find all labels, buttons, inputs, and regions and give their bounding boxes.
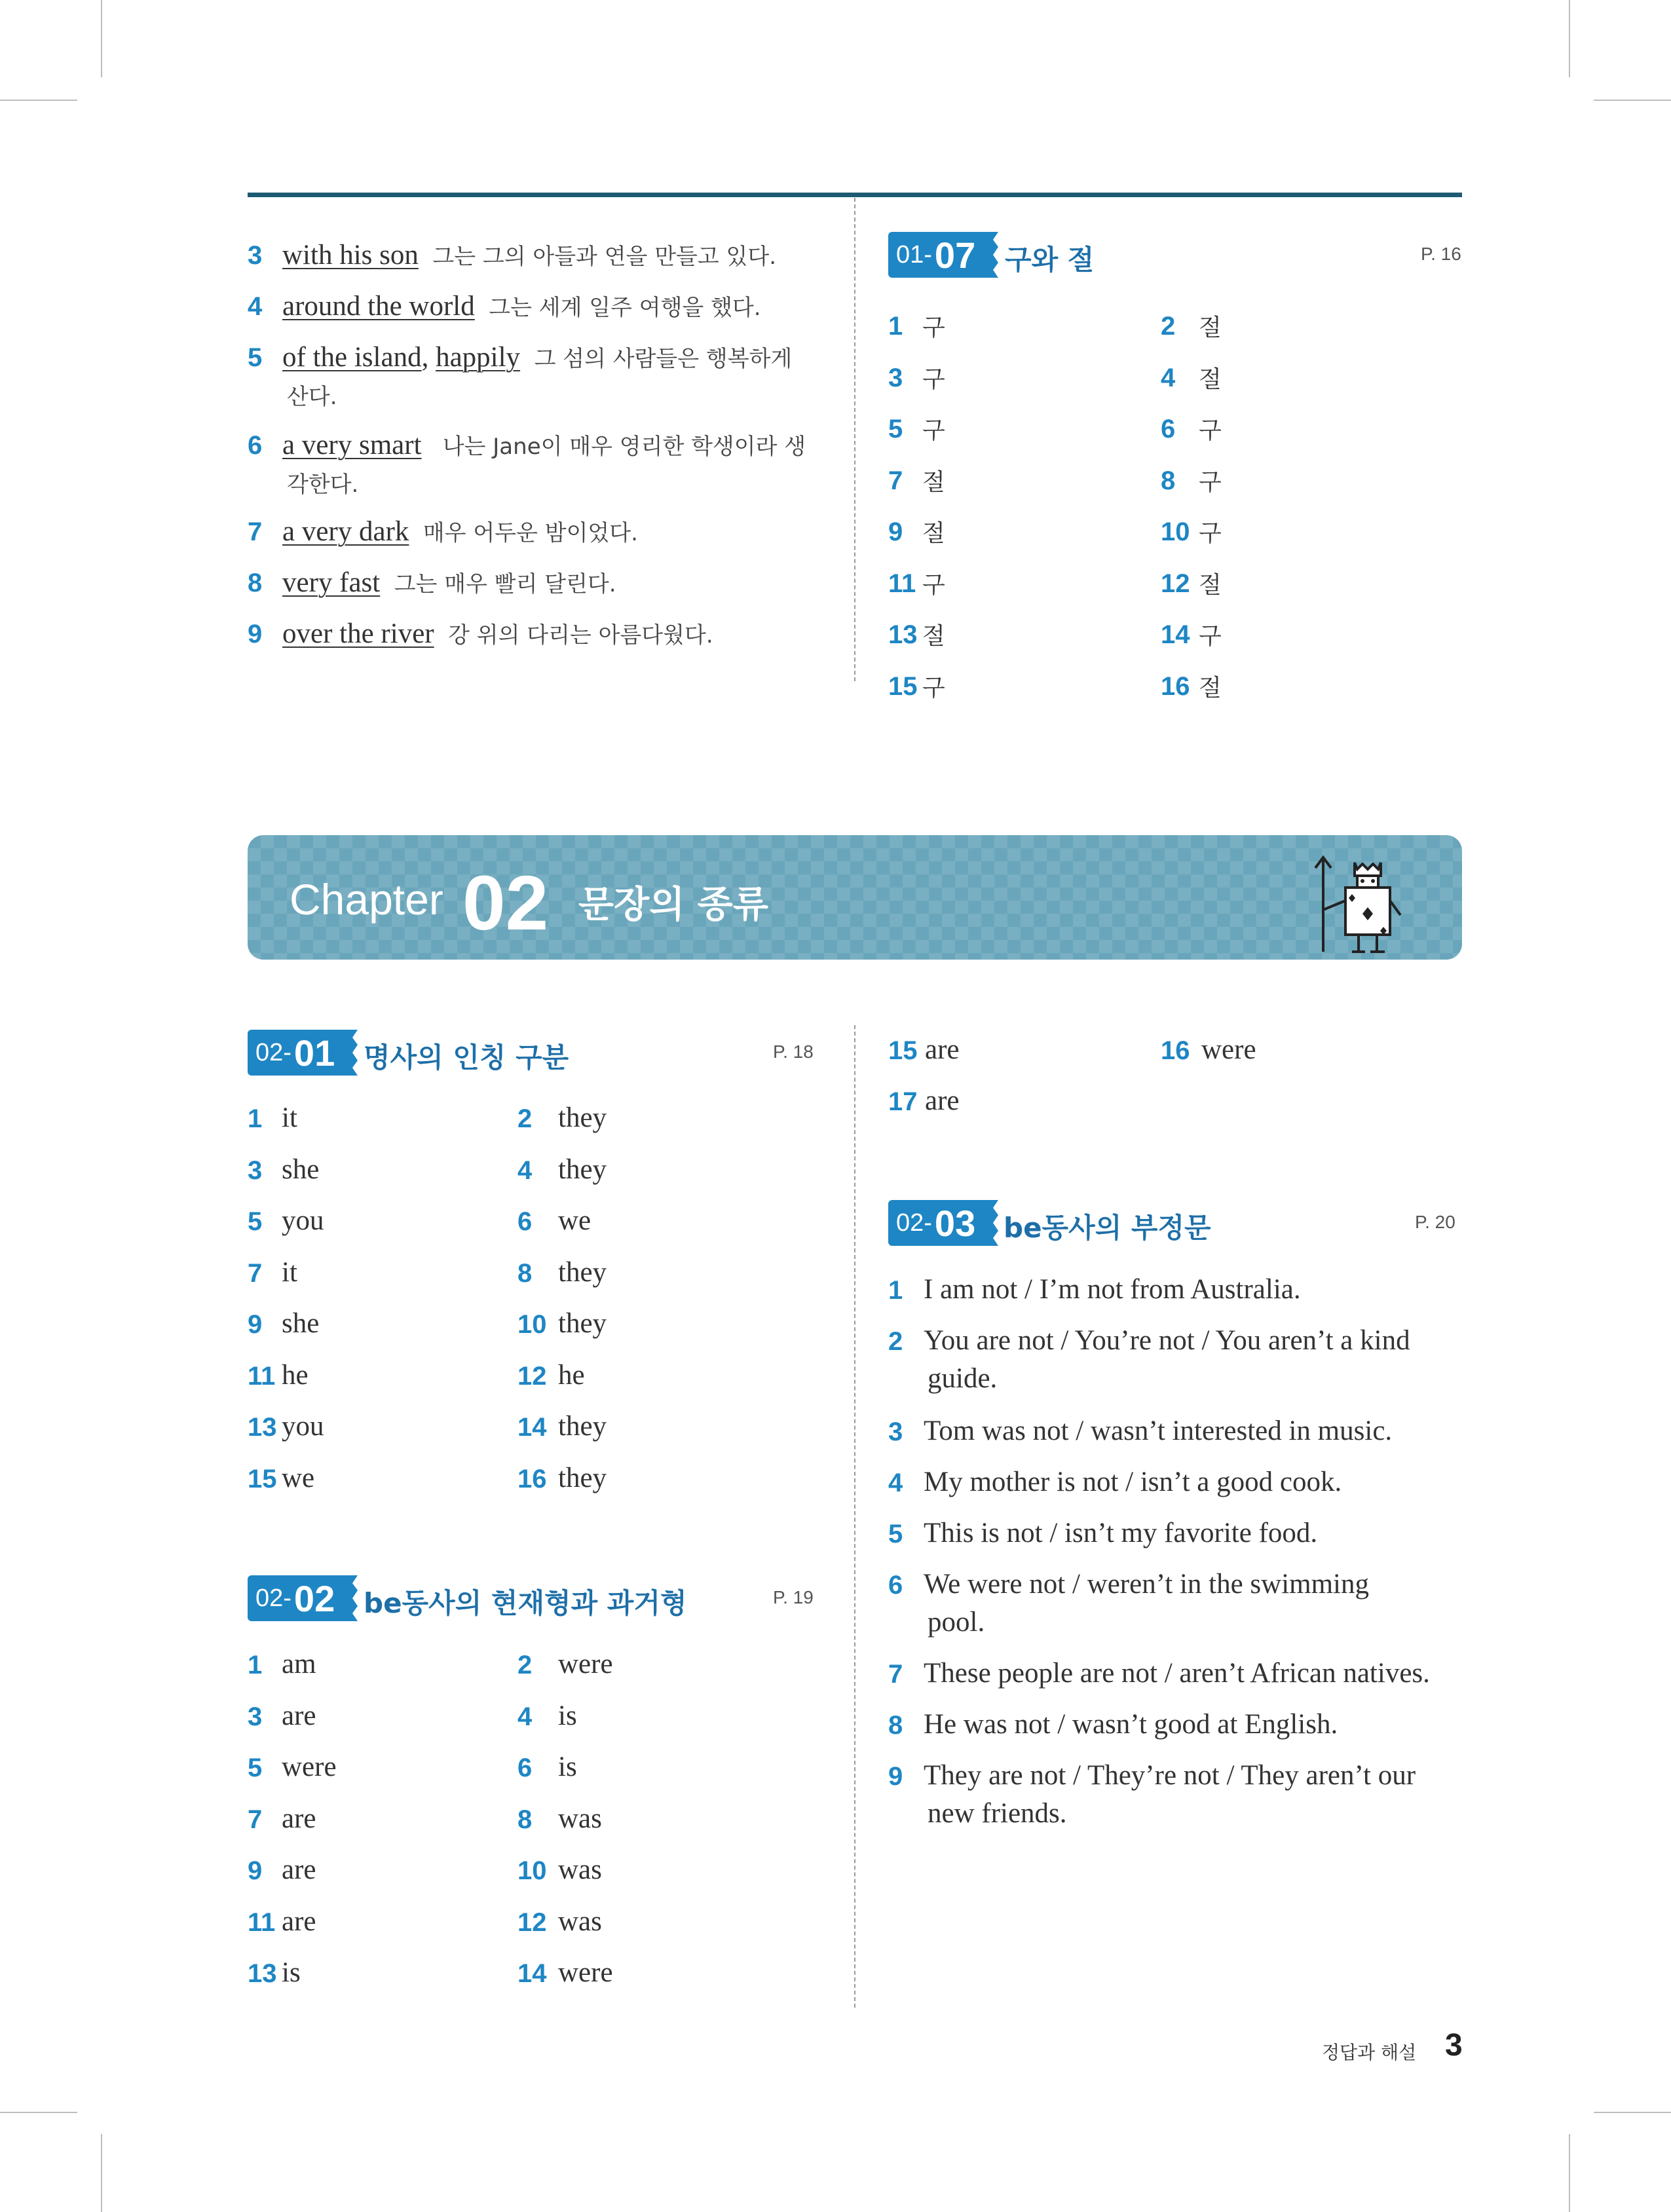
item-number: 2 [1161, 312, 1176, 341]
page-reference: P. 20 [1415, 1212, 1455, 1232]
item-number: 14 [517, 1959, 547, 1988]
page-reference: P. 19 [773, 1587, 814, 1607]
badge-tail [989, 1200, 1000, 1246]
answer-sentence-continuation: new friends. [928, 1798, 1067, 1829]
answer-value: were [282, 1752, 337, 1782]
crop-mark [101, 2134, 102, 2212]
page-number: 3 [1445, 2028, 1463, 2063]
answer-sentence-continuation: guide. [928, 1363, 998, 1394]
answer-sentence: This is not / isn’t my favorite food. [924, 1518, 1318, 1548]
badge-tail [989, 232, 1000, 278]
item-number: 13 [248, 1959, 277, 1988]
chapter-title: 문장의 종류 [578, 884, 768, 926]
answer-item: with his son 그는 그의 아들과 연을 만들고 있다. [282, 240, 777, 271]
answer-value: are [282, 1803, 316, 1834]
answer-sentence: You are not / You’re not / You aren’t a kind [924, 1325, 1410, 1356]
answer-sentence-continuation: pool. [928, 1607, 985, 1638]
item-number: 11 [248, 1908, 276, 1937]
item-number: 2 [888, 1327, 903, 1356]
item-number: 2 [517, 1651, 533, 1679]
item-number: 15 [248, 1465, 277, 1493]
footer-title: 정답과 해설 [1322, 2042, 1417, 2063]
section-title: 구와 절 [1005, 244, 1095, 276]
answer-item: over the river 강 위의 다리는 아름다웠다. [282, 618, 713, 649]
answer-sentence: They are not / They’re not / They aren’t our [924, 1760, 1416, 1791]
item-number: 5 [888, 1520, 903, 1548]
section-badge: 02- 03 [888, 1200, 989, 1246]
badge-tail [348, 1030, 359, 1076]
item-number: 8 [1161, 466, 1176, 495]
answer-value: were [558, 1649, 613, 1679]
answer-item: of the island, happily 그 섬의 사람들은 행복하게 [282, 342, 793, 373]
answer-value: were [558, 1957, 613, 1988]
answer-value: 절 [922, 520, 945, 547]
answer-continuation: 산다. [287, 384, 337, 410]
item-number: 6 [517, 1753, 533, 1782]
answer-sentence: My mother is not / isn’t a good cook. [924, 1467, 1342, 1497]
answer-value: is [282, 1957, 301, 1988]
answer-value: you [282, 1411, 324, 1442]
answer-value: 구 [922, 572, 945, 599]
answer-value: they [558, 1411, 607, 1442]
top-rule [248, 193, 1462, 197]
item-number: 13 [248, 1413, 277, 1442]
item-number: 4 [248, 292, 263, 321]
item-number: 3 [888, 364, 903, 392]
item-number: 5 [248, 1753, 263, 1782]
chapter-number: 02 [462, 860, 549, 947]
item-number: 16 [517, 1465, 547, 1493]
answer-value: 절 [922, 469, 945, 496]
answer-value: she [282, 1154, 320, 1185]
item-number: 6 [888, 1571, 903, 1600]
answer-value: 절 [1199, 675, 1222, 702]
answer-value: was [558, 1854, 602, 1885]
item-number: 12 [1161, 569, 1190, 598]
answer-value: they [558, 1154, 607, 1185]
item-number: 1 [248, 1104, 263, 1133]
item-number: 9 [248, 1856, 263, 1885]
item-number: 6 [248, 431, 263, 460]
section-badge: 02- 02 [248, 1575, 348, 1621]
crop-mark [0, 100, 77, 101]
answer-value: 절 [1199, 572, 1222, 599]
answer-value: were [1201, 1034, 1256, 1065]
item-number: 10 [517, 1856, 547, 1885]
item-number: 8 [248, 569, 263, 597]
item-number: 17 [888, 1087, 918, 1116]
item-number: 5 [248, 343, 263, 372]
answer-item: a very smart 나는 Jane이 매우 영리한 학생이라 생 [282, 430, 806, 460]
answer-value: we [282, 1463, 315, 1493]
answer-value: are [282, 1700, 316, 1731]
section-title: be동사의 부정문 [1004, 1212, 1211, 1244]
badge-tail [348, 1575, 359, 1621]
page-reference: P. 18 [773, 1041, 814, 1062]
page-reference: P. 16 [1421, 244, 1461, 264]
answer-value: they [558, 1257, 607, 1288]
section-badge: 01- 07 [888, 232, 989, 278]
answer-value: 구 [1199, 520, 1222, 547]
section-title: be동사의 현재형과 과거형 [364, 1587, 687, 1619]
item-number: 5 [248, 1207, 263, 1236]
answer-value: are [282, 1854, 316, 1885]
item-number: 9 [888, 1762, 903, 1791]
answer-value: they [558, 1463, 607, 1493]
item-number: 1 [888, 312, 903, 341]
item-number: 10 [517, 1310, 547, 1339]
crop-mark [1569, 2134, 1570, 2212]
item-number: 11 [888, 569, 916, 598]
chapter-banner [248, 835, 1462, 960]
item-number: 15 [888, 1036, 918, 1065]
item-number: 1 [248, 1651, 263, 1679]
item-number: 9 [888, 517, 903, 546]
item-number: 3 [888, 1417, 903, 1446]
answer-value: is [558, 1700, 577, 1731]
answer-value: they [558, 1102, 607, 1133]
item-number: 6 [517, 1207, 533, 1236]
answer-value: was [558, 1906, 602, 1937]
answer-value: was [558, 1803, 602, 1834]
answer-value: are [282, 1906, 316, 1937]
item-number: 7 [248, 1259, 263, 1288]
answer-value: 구 [922, 417, 945, 444]
item-number: 3 [248, 241, 263, 270]
answer-item: a very dark 매우 어두운 밤이었다. [282, 516, 638, 547]
answer-sentence: These people are not / aren’t African natives. [924, 1658, 1430, 1689]
section-badge: 02- 01 [248, 1030, 348, 1076]
section-title: 명사의 인칭 구분 [364, 1041, 569, 1074]
crop-mark [101, 0, 102, 77]
answer-value: is [558, 1752, 577, 1782]
chapter-label: Chapter [290, 875, 443, 924]
item-number: 16 [1161, 1036, 1190, 1065]
column-divider [854, 1025, 855, 2008]
answer-value: 구 [922, 675, 945, 702]
answer-value: it [282, 1102, 297, 1133]
item-number: 1 [888, 1276, 903, 1305]
answer-continuation: 각한다. [287, 472, 359, 498]
answer-value: am [282, 1649, 316, 1679]
item-number: 7 [248, 517, 263, 546]
answer-item: around the world 그는 세계 일주 여행을 했다. [282, 291, 761, 322]
item-number: 2 [517, 1104, 533, 1133]
item-number: 12 [517, 1362, 547, 1391]
answer-value: 구 [922, 314, 945, 341]
answer-item: very fast 그는 매우 빨리 달린다. [282, 567, 616, 598]
answer-value: you [282, 1205, 324, 1236]
item-number: 11 [248, 1362, 276, 1391]
answer-value: we [558, 1205, 591, 1236]
column-divider [854, 198, 855, 681]
item-number: 14 [517, 1413, 547, 1442]
item-number: 15 [888, 672, 918, 701]
crop-mark [1594, 100, 1671, 101]
item-number: 6 [1161, 415, 1176, 443]
item-number: 3 [248, 1156, 263, 1185]
answer-value: 절 [1199, 314, 1222, 341]
answer-sentence: I am not / I’m not from Australia. [924, 1274, 1301, 1305]
item-number: 4 [517, 1156, 533, 1185]
answer-value: are [925, 1085, 960, 1116]
item-number: 13 [888, 620, 918, 649]
answer-value: 구 [1199, 469, 1222, 496]
answer-value: he [282, 1360, 309, 1391]
item-number: 12 [517, 1908, 547, 1937]
item-number: 16 [1161, 672, 1190, 701]
item-number: 9 [248, 620, 263, 648]
crop-mark [1569, 0, 1570, 77]
answer-value: it [282, 1257, 297, 1288]
answer-value: they [558, 1308, 607, 1339]
item-number: 7 [248, 1805, 263, 1834]
item-number: 4 [517, 1702, 533, 1731]
answer-sentence: Tom was not / wasn’t interested in music. [924, 1415, 1393, 1446]
answer-value: are [925, 1034, 960, 1065]
item-number: 5 [888, 415, 903, 443]
item-number: 7 [888, 1660, 903, 1689]
crop-mark [0, 2112, 77, 2113]
answer-sentence: We were not / weren’t in the swimming [924, 1569, 1370, 1600]
answer-value: 절 [1199, 366, 1222, 393]
answer-value: 절 [922, 623, 945, 650]
answer-value: 구 [1199, 417, 1222, 444]
item-number: 9 [248, 1310, 263, 1339]
answer-sentence: He was not / wasn’t good at English. [924, 1709, 1338, 1740]
item-number: 10 [1161, 517, 1190, 546]
item-number: 4 [1161, 364, 1176, 392]
answer-value: she [282, 1308, 320, 1339]
item-number: 7 [888, 466, 903, 495]
item-number: 3 [248, 1702, 263, 1731]
answer-value: he [558, 1360, 585, 1391]
card-soldier-icon [1309, 850, 1414, 954]
item-number: 8 [888, 1711, 903, 1740]
crop-mark [1594, 2112, 1671, 2113]
answer-value: 구 [1199, 623, 1222, 650]
item-number: 14 [1161, 620, 1190, 649]
item-number: 4 [888, 1469, 903, 1497]
item-number: 8 [517, 1259, 533, 1288]
answer-value: 구 [922, 366, 945, 393]
item-number: 8 [517, 1805, 533, 1834]
